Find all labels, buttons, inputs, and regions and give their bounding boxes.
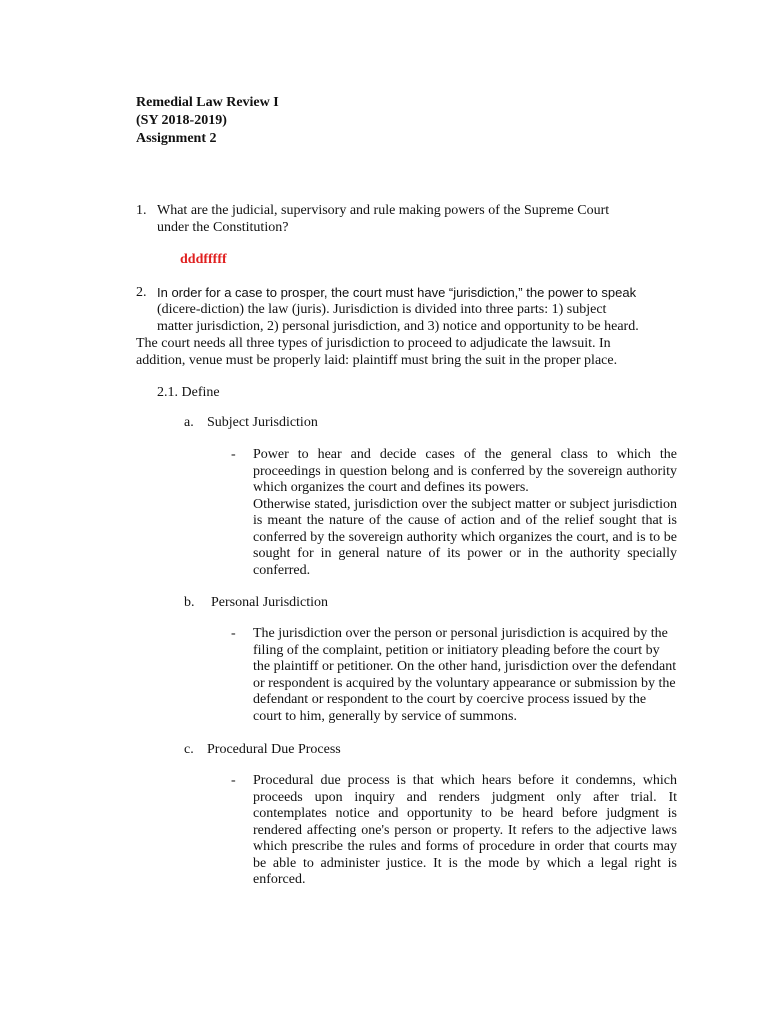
school-year: (SY 2018-2019) (136, 113, 227, 128)
section-c-letter: c. (184, 742, 194, 757)
question-2-line-5: addition, venue must be properly laid: plaintiff must bring the suit in the proper place. (136, 353, 618, 368)
question-1-text-line-1: What are the judicial, supervisory and rule making powers of the Supreme Court (157, 203, 610, 218)
document-header (136, 94, 279, 148)
question-2-line-4: The court needs all three types of jurisdiction to proceed to adjudicate the lawsuit. In (136, 336, 611, 351)
section-a-letter: a. (184, 415, 194, 430)
section-b-body (253, 626, 677, 725)
question-2-line-2: (dicere-diction) the law (juris). Jurisdiction is divided into three parts: 1) subject (157, 302, 607, 317)
section-c-body (253, 773, 677, 889)
question-2-line-3: matter jurisdiction, 2) personal jurisdiction, and 3) notice and opportunity to be heard. (157, 319, 639, 334)
section-c-heading: Procedural Due Process (207, 742, 341, 757)
section-c-bullet: - (231, 773, 236, 788)
question-1-answer: dddfffff (180, 252, 227, 267)
section-a-paragraph-1: Power to hear and decide cases of the general class to which the proceedings in question belong and is conferred by the sovereign authority which organizes the court and defines its powers. (253, 447, 677, 495)
question-1-number: 1. (136, 203, 147, 218)
course-title: Remedial Law Review I (136, 95, 279, 110)
section-a-bullet: - (231, 447, 236, 462)
section-b-heading: Personal Jurisdiction (211, 595, 329, 610)
section-b-bullet: - (231, 626, 236, 641)
section-b-letter: b. (184, 595, 195, 610)
section-c-paragraph-1: Procedural due process is that which hears before it condemns, which proceeds upon inquiry and renders judgment only after trial. It contemplates notice and opportunity to be heard before judgment is rendered affecting one's person or property. It refers to the adjective laws which prescribe the rules and forms of procedure in order that courts may be able to administer justice. It is the mode by which a legal right is enforced. (253, 773, 677, 887)
question-1-text-line-2: under the Constitution? (157, 220, 289, 235)
section-a-paragraph-2: Otherwise stated, jurisdiction over the subject matter or subject jurisdiction is meant the nature of the cause of action and of the relief sought that is conferred by the sovereign authority which organizes the court, and is to be sought for in general nature of its power or in the authority specially conferred. (253, 496, 677, 578)
question-2-text (136, 284, 677, 369)
section-a-body (253, 447, 677, 579)
section-b-paragraph-1: The jurisdiction over the person or personal jurisdiction is acquired by the filing of the complaint, petition or initiatory pleading before the court by the plaintiff or petitioner. On the other hand, jurisdiction over the defendant or respondent is acquired by the voluntary appearance or submission by the defendant or respondent to the court by coercive process issued by the court to him, generally by service of summons. (253, 626, 677, 724)
assignment-title: Assignment 2 (136, 131, 217, 146)
define-subheading: 2.1. Define (157, 385, 220, 400)
question-2-line-1: In order for a case to prosper, the court must have “jurisdiction,” the power to speak (157, 285, 637, 300)
question-2-number: 2. (136, 285, 147, 300)
section-a-heading: Subject Jurisdiction (207, 415, 318, 430)
